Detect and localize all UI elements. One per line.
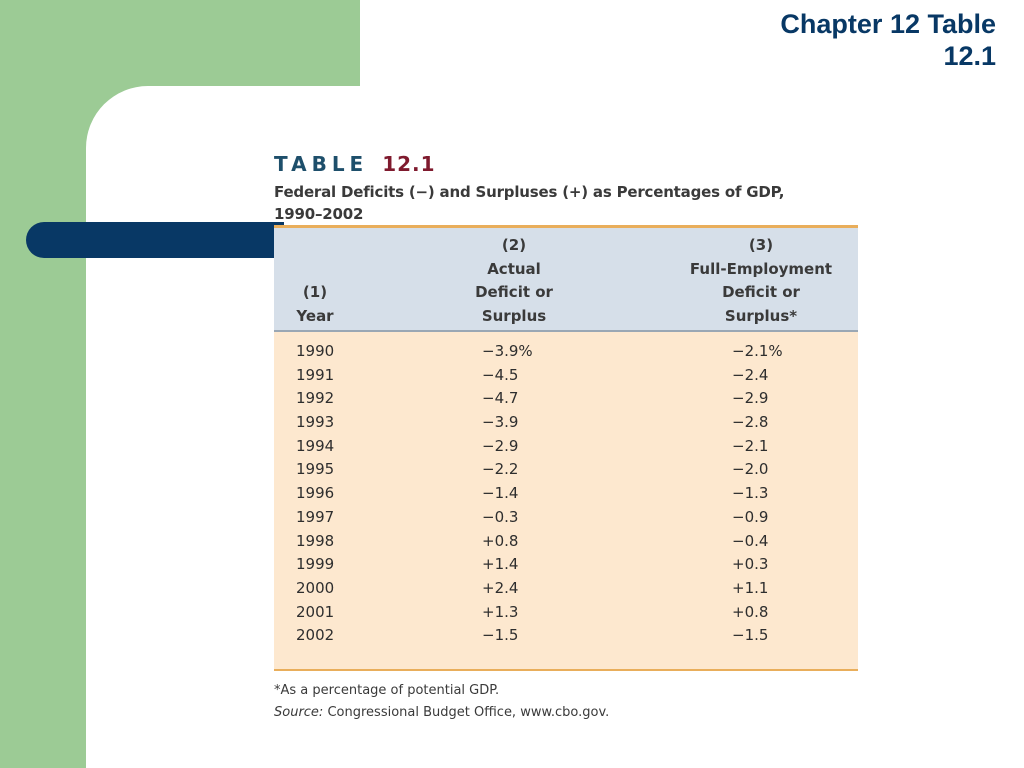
- table-caption-line-1: Federal Deficits (−) and Surpluses (+) as Percentages of GDP,: [274, 183, 785, 201]
- cell-actual: −2.9: [482, 436, 519, 455]
- source-text: Congressional Budget Office, www.cbo.gov.: [323, 704, 610, 720]
- table-row: [274, 411, 858, 435]
- table-row: [274, 482, 858, 506]
- slide-title-line-2: 12.1: [943, 41, 996, 71]
- cell-actual: +1.3: [482, 602, 519, 621]
- cell-full-employment: −2.1: [732, 436, 769, 455]
- header-actual: [429, 234, 599, 328]
- cell-actual: +1.4: [482, 555, 519, 574]
- slide-title: [596, 8, 996, 72]
- table-caption: [274, 181, 858, 225]
- table-footnotes: [274, 680, 858, 724]
- navy-accent-bar: [26, 222, 284, 258]
- table-row: [274, 553, 858, 577]
- cell-full-employment: −1.3: [732, 484, 769, 503]
- cell-full-employment: −0.4: [732, 531, 769, 550]
- cell-full-employment: −0.9: [732, 507, 769, 526]
- cell-actual: −4.5: [482, 365, 519, 384]
- header-full-line: Full-Employment: [689, 259, 833, 278]
- cell-year: 1995: [296, 460, 335, 479]
- header-full-line: Deficit or: [722, 283, 800, 301]
- table-caption-line-2: 1990–2002: [274, 205, 364, 223]
- cell-year: 1994: [296, 436, 335, 455]
- header-actual-line: Deficit or: [475, 283, 553, 301]
- header-year-line: (1): [302, 283, 328, 301]
- cell-full-employment: −2.0: [732, 460, 769, 479]
- cell-actual: −3.9: [482, 413, 519, 432]
- cell-actual: −3.9%: [482, 342, 533, 360]
- cell-full-employment: −2.8: [732, 413, 769, 432]
- table-label: [274, 150, 858, 178]
- cell-full-employment: +1.1: [732, 578, 769, 597]
- footnote-asterisk: *As a percentage of potential GDP.: [274, 682, 500, 698]
- header-actual-line: (2): [501, 236, 527, 254]
- cell-full-employment: −1.5: [732, 626, 769, 645]
- table-row: [274, 340, 858, 364]
- header-full-employment: [656, 234, 866, 328]
- cell-year: 1998: [296, 531, 335, 550]
- cell-actual: +2.4: [482, 578, 519, 597]
- table-figure: [274, 150, 858, 724]
- table-row: [274, 506, 858, 530]
- header-full-line: (3): [748, 236, 774, 254]
- cell-year: 1990: [296, 342, 335, 360]
- table-header-row: [274, 228, 858, 332]
- cell-year: 1996: [296, 484, 335, 503]
- header-year: [274, 234, 356, 328]
- table-body: [274, 332, 858, 669]
- table-row: [274, 601, 858, 625]
- cell-actual: +0.8: [482, 531, 519, 550]
- source-label: Source:: [274, 704, 324, 720]
- table-row: [274, 624, 858, 648]
- cell-year: 1991: [296, 365, 335, 384]
- cell-year: 2000: [296, 578, 335, 597]
- cell-year: 1993: [296, 413, 335, 432]
- cell-full-employment: +0.3: [732, 555, 769, 574]
- table-row: [274, 458, 858, 482]
- header-actual-line: Actual: [487, 259, 541, 278]
- table-row: [274, 435, 858, 459]
- cell-year: 1997: [296, 507, 335, 526]
- table-label-number: 12.1: [382, 152, 436, 176]
- cell-actual: −0.3: [482, 507, 519, 526]
- cell-full-employment: +0.8: [732, 602, 769, 621]
- table-label-word: TABLE: [274, 152, 369, 176]
- cell-actual: −2.2: [482, 460, 519, 479]
- header-full-line: Surplus*: [724, 306, 798, 325]
- slide-title-line-1: Chapter 12 Table: [780, 9, 996, 39]
- footnote-source: [274, 702, 858, 724]
- deficit-table: [274, 225, 858, 671]
- cell-year: 2002: [296, 626, 335, 645]
- table-row: [274, 364, 858, 388]
- header-actual-line: Surplus: [481, 306, 547, 325]
- cell-year: 2001: [296, 602, 335, 621]
- cell-full-employment: −2.1%: [732, 342, 783, 360]
- header-year-line: [274, 258, 356, 282]
- header-year-line: [274, 234, 356, 258]
- cell-full-employment: −2.4: [732, 365, 769, 384]
- cell-actual: −1.4: [482, 484, 519, 503]
- cell-actual: −4.7: [482, 389, 519, 408]
- cell-year: 1992: [296, 389, 335, 408]
- cell-year: 1999: [296, 555, 335, 574]
- header-year-line: Year: [296, 306, 334, 325]
- table-row: [274, 387, 858, 411]
- table-row: [274, 530, 858, 554]
- cell-actual: −1.5: [482, 626, 519, 645]
- table-row: [274, 577, 858, 601]
- cell-full-employment: −2.9: [732, 389, 769, 408]
